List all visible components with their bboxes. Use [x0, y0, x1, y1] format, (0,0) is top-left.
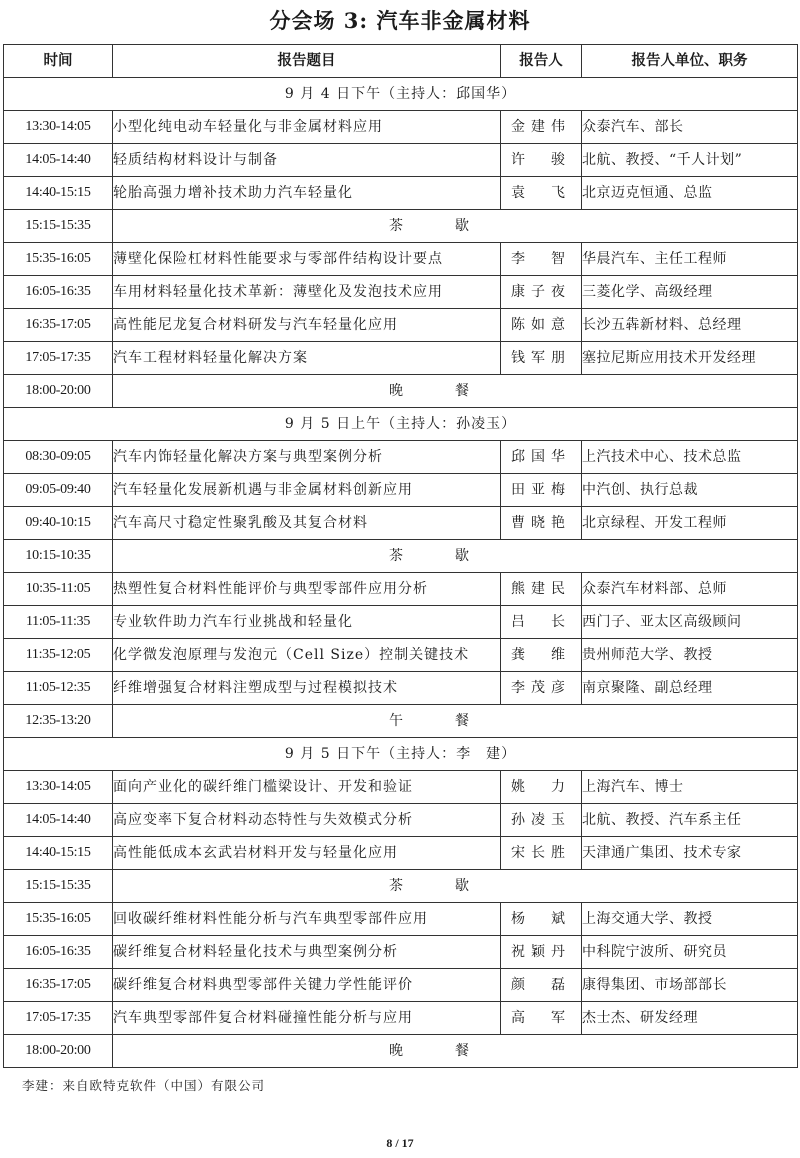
break-row	[4, 870, 798, 903]
topic-cell: 热塑性复合材料性能评价与典型零部件应用分析	[113, 573, 501, 606]
table-row	[4, 441, 798, 474]
topic-cell: 轻质结构材料设计与制备	[113, 144, 501, 177]
speaker-cell: 李 智	[501, 243, 582, 276]
table-row	[4, 177, 798, 210]
topic-cell: 面向产业化的碳纤维门槛梁设计、开发和验证	[113, 771, 501, 804]
break-row	[4, 375, 798, 408]
column-header-time: 时间	[4, 45, 113, 78]
table-row	[4, 243, 798, 276]
table-row	[4, 936, 798, 969]
org-cell: 上海交通大学、教授	[582, 903, 798, 936]
time-cell: 11:05-11:35	[4, 606, 113, 639]
speaker-cell: 姚 力	[501, 771, 582, 804]
footnote: 李建：来自欧特克软件（中国）有限公司	[22, 1078, 266, 1093]
topic-cell: 汽车轻量化发展新机遇与非金属材料创新应用	[113, 474, 501, 507]
topic-cell: 轮胎高强力增补技术助力汽车轻量化	[113, 177, 501, 210]
speaker-cell: 龚 维	[501, 639, 582, 672]
topic-cell: 汽车高尺寸稳定性聚乳酸及其复合材料	[113, 507, 501, 540]
time-cell: 16:35-17:05	[4, 969, 113, 1002]
break-label: 午餐	[113, 705, 798, 738]
time-cell: 14:05-14:40	[4, 144, 113, 177]
time-cell: 09:40-10:15	[4, 507, 113, 540]
column-header-speaker: 报告人	[501, 45, 582, 78]
table-row	[4, 1002, 798, 1035]
org-cell: 西门子、亚太区高级顾问	[582, 606, 798, 639]
org-cell: 北京迈克恒通、总监	[582, 177, 798, 210]
table-row	[4, 804, 798, 837]
break-label: 茶歇	[113, 870, 798, 903]
time-cell: 09:05-09:40	[4, 474, 113, 507]
time-cell: 18:00-20:00	[4, 375, 113, 408]
time-cell: 16:05-16:35	[4, 936, 113, 969]
speaker-cell: 熊建民	[501, 573, 582, 606]
time-cell: 14:40-15:15	[4, 837, 113, 870]
time-cell: 15:35-16:05	[4, 903, 113, 936]
speaker-cell: 钱军朋	[501, 342, 582, 375]
org-cell: 北京绿程、开发工程师	[582, 507, 798, 540]
page-title: 分会场 3: 汽车非金属材料	[269, 8, 531, 33]
session-header: 9 月 5 日下午（主持人：李 建）	[4, 738, 798, 771]
topic-cell: 回收碳纤维材料性能分析与汽车典型零部件应用	[113, 903, 501, 936]
time-cell: 15:15-15:35	[4, 210, 113, 243]
column-header-topic: 报告题目	[113, 45, 501, 78]
break-row	[4, 705, 798, 738]
speaker-cell: 李茂彦	[501, 672, 582, 705]
topic-cell: 薄壁化保险杠材料性能要求与零部件结构设计要点	[113, 243, 501, 276]
schedule-table	[3, 44, 798, 1068]
table-row	[4, 144, 798, 177]
org-cell: 塞拉尼斯应用技术开发经理	[582, 342, 798, 375]
speaker-cell: 吕 长	[501, 606, 582, 639]
org-cell: 长沙五犇新材料、总经理	[582, 309, 798, 342]
table-row	[4, 474, 798, 507]
break-label: 晚餐	[113, 1035, 798, 1068]
session-header: 9 月 5 日上午（主持人：孙凌玉）	[4, 408, 798, 441]
time-cell: 17:05-17:35	[4, 342, 113, 375]
time-cell: 16:05-16:35	[4, 276, 113, 309]
topic-cell: 车用材料轻量化技术革新：薄壁化及发泡技术应用	[113, 276, 501, 309]
speaker-cell: 金建伟	[501, 111, 582, 144]
topic-cell: 汽车内饰轻量化解决方案与典型案例分析	[113, 441, 501, 474]
table-row	[4, 837, 798, 870]
topic-cell: 汽车工程材料轻量化解决方案	[113, 342, 501, 375]
time-cell: 18:00-20:00	[4, 1035, 113, 1068]
org-cell: 上海汽车、博士	[582, 771, 798, 804]
session-header-row	[4, 78, 798, 111]
speaker-cell: 许 骏	[501, 144, 582, 177]
speaker-cell: 曹晓艳	[501, 507, 582, 540]
speaker-cell: 陈如意	[501, 309, 582, 342]
speaker-cell: 宋长胜	[501, 837, 582, 870]
table-row	[4, 672, 798, 705]
time-cell: 14:40-15:15	[4, 177, 113, 210]
break-row	[4, 210, 798, 243]
table-row	[4, 342, 798, 375]
table-row	[4, 309, 798, 342]
break-label: 茶歇	[113, 210, 798, 243]
org-cell: 中汽创、执行总裁	[582, 474, 798, 507]
org-cell: 众泰汽车材料部、总师	[582, 573, 798, 606]
table-row	[4, 639, 798, 672]
time-cell: 10:15-10:35	[4, 540, 113, 573]
time-cell: 10:35-11:05	[4, 573, 113, 606]
org-cell: 北航、教授、汽车系主任	[582, 804, 798, 837]
speaker-cell: 康子夜	[501, 276, 582, 309]
time-cell: 13:30-14:05	[4, 111, 113, 144]
org-cell: 贵州师范大学、教授	[582, 639, 798, 672]
org-cell: 北航、教授、“千人计划”	[582, 144, 798, 177]
time-cell: 17:05-17:35	[4, 1002, 113, 1035]
speaker-cell: 高 军	[501, 1002, 582, 1035]
topic-cell: 碳纤维复合材料轻量化技术与典型案例分析	[113, 936, 501, 969]
time-cell: 15:35-16:05	[4, 243, 113, 276]
topic-cell: 纤维增强复合材料注塑成型与过程模拟技术	[113, 672, 501, 705]
time-cell: 11:05-12:35	[4, 672, 113, 705]
topic-cell: 化学微发泡原理与发泡元（Cell Size）控制关键技术	[113, 639, 501, 672]
table-row	[4, 573, 798, 606]
org-cell: 上汽技术中心、技术总监	[582, 441, 798, 474]
topic-cell: 小型化纯电动车轻量化与非金属材料应用	[113, 111, 501, 144]
org-cell: 三菱化学、高级经理	[582, 276, 798, 309]
topic-cell: 高应变率下复合材料动态特性与失效模式分析	[113, 804, 501, 837]
column-header-org: 报告人单位、职务	[582, 45, 798, 78]
speaker-cell: 颜 磊	[501, 969, 582, 1002]
speaker-cell: 孙凌玉	[501, 804, 582, 837]
break-row	[4, 540, 798, 573]
org-cell: 南京聚隆、副总经理	[582, 672, 798, 705]
org-cell: 康得集团、市场部部长	[582, 969, 798, 1002]
org-cell: 天津通广集团、技术专家	[582, 837, 798, 870]
table-row	[4, 111, 798, 144]
org-cell: 华晨汽车、主任工程师	[582, 243, 798, 276]
topic-cell: 高性能尼龙复合材料研发与汽车轻量化应用	[113, 309, 501, 342]
org-cell: 中科院宁波所、研究员	[582, 936, 798, 969]
time-cell: 11:35-12:05	[4, 639, 113, 672]
session-header-row	[4, 738, 798, 771]
speaker-cell: 杨 斌	[501, 903, 582, 936]
page-number: 8 / 17	[386, 1136, 414, 1150]
topic-cell: 碳纤维复合材料典型零部件关键力学性能评价	[113, 969, 501, 1002]
speaker-cell: 田亚梅	[501, 474, 582, 507]
table-header-row	[4, 45, 798, 78]
topic-cell: 专业软件助力汽车行业挑战和轻量化	[113, 606, 501, 639]
break-label: 晚餐	[113, 375, 798, 408]
time-cell: 13:30-14:05	[4, 771, 113, 804]
session-header: 9 月 4 日下午（主持人：邱国华）	[4, 78, 798, 111]
time-cell: 08:30-09:05	[4, 441, 113, 474]
speaker-cell: 邱国华	[501, 441, 582, 474]
speaker-cell: 祝颖丹	[501, 936, 582, 969]
topic-cell: 汽车典型零部件复合材料碰撞性能分析与应用	[113, 1002, 501, 1035]
table-row	[4, 276, 798, 309]
org-cell: 杰士杰、研发经理	[582, 1002, 798, 1035]
table-row	[4, 507, 798, 540]
schedule-body	[4, 78, 798, 1068]
break-row	[4, 1035, 798, 1068]
table-row	[4, 969, 798, 1002]
table-row	[4, 606, 798, 639]
session-header-row	[4, 408, 798, 441]
topic-cell: 高性能低成本玄武岩材料开发与轻量化应用	[113, 837, 501, 870]
table-row	[4, 903, 798, 936]
time-cell: 16:35-17:05	[4, 309, 113, 342]
break-label: 茶歇	[113, 540, 798, 573]
org-cell: 众泰汽车、部长	[582, 111, 798, 144]
speaker-cell: 袁 飞	[501, 177, 582, 210]
table-row	[4, 771, 798, 804]
time-cell: 12:35-13:20	[4, 705, 113, 738]
time-cell: 14:05-14:40	[4, 804, 113, 837]
time-cell: 15:15-15:35	[4, 870, 113, 903]
